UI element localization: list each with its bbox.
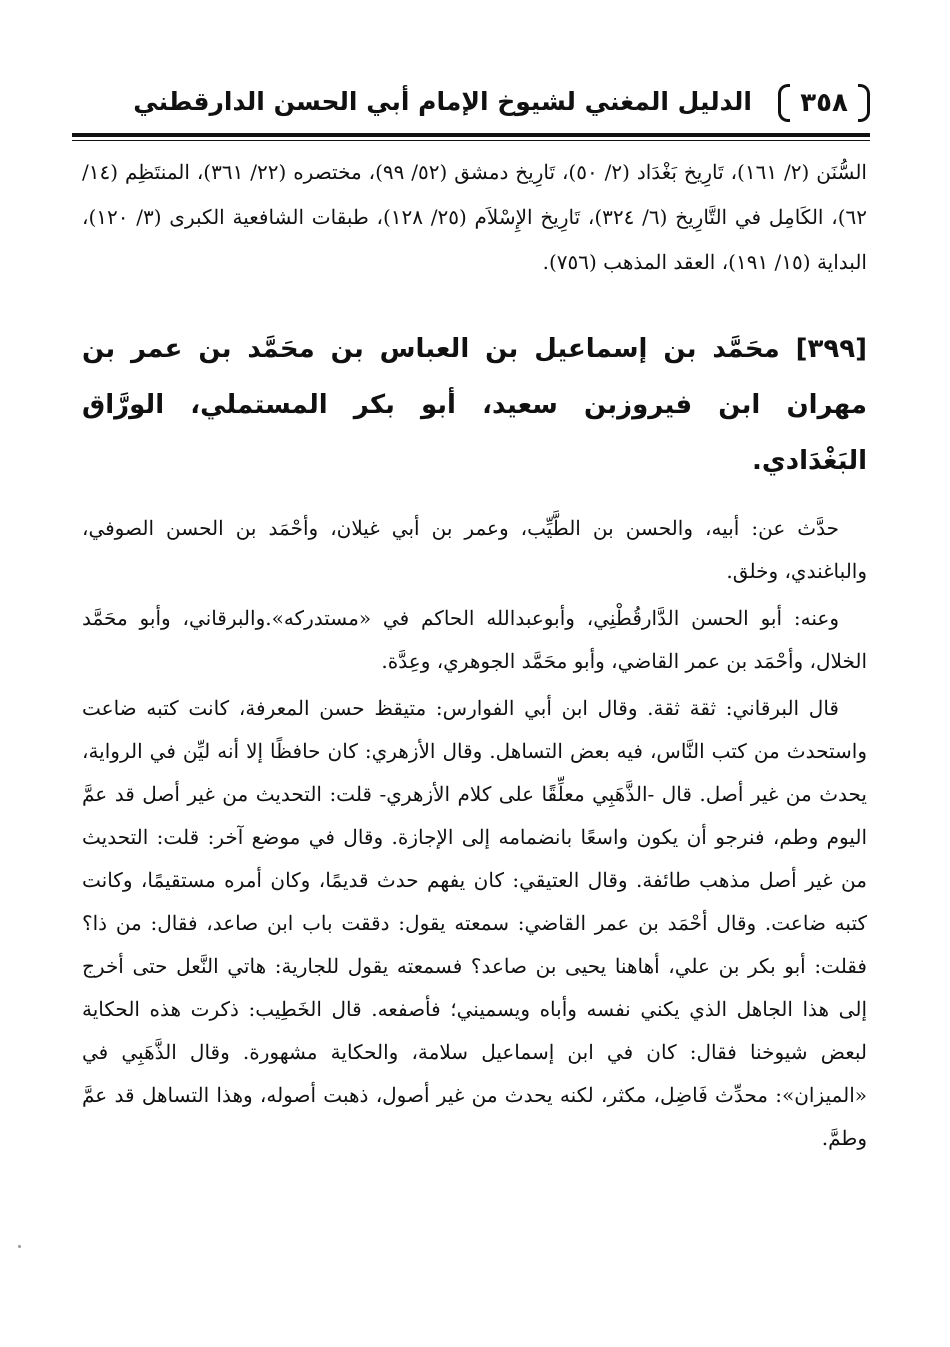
header-rule-thin xyxy=(72,140,870,141)
page-number-frame xyxy=(778,84,870,122)
running-title: الدليل المغني لشيوخ الإمام أبي الحسن الدارقطني xyxy=(133,87,752,116)
header-rule xyxy=(72,133,870,137)
page-number-bracket-left xyxy=(778,84,790,122)
entry-heading xyxy=(82,321,867,489)
references-paragraph: السُّنَن (٢/ ١٦١)، تَارِيخ بَغْدَاد (٢/ ٥٠)، تَارِيخ دمشق (٥٢/ ٩٩)، مختصره (٢٢/ ٣٦١)، المنتَظِم (١٤/ ٦٢)، الكَامِل في التَّارِيخ (٦/ ٣٢٤)، تَارِيخ الإِسْلاَم (٢٥/ ١٢٨)، طبقات الشافعية الكبرى (٣/ ١٢٠)، البداية (١٥/ ١٩١)، العقد المذهب (٧٥٦). xyxy=(82,160,867,274)
entry-heading-text: محَمَّد بن إسماعيل بن العباس بن محَمَّد بن عمر بن مهران ابن فيروزبن سعيد، أبو بكر المستملي، الورَّاق البَغْدَادي. xyxy=(82,334,867,476)
evaluation-paragraph: قال البرقاني: ثقة ثقة. وقال ابن أبي الفوارس: متيقظ حسن المعرفة، كانت كتبه ضاعت واستحدث من كتب النَّاس، فيه بعض التساهل. وقال الأزهري: كان حافظًا إلا أنه ليِّن في الرواية، يحدث من غير أصل. قال -الذَّهَبِي معلِّقًا على كلام الأزهري- قلت: التحديث من غير أصل قد عمَّ اليوم وطم، فنرجو أن يكون واسعًا بانضمامه إلى الإجازة. وقال في موضع آخر: قلت: التحديث من غير أصل مذهب طائفة. وقال العتيقي: كان يفهم حدث قديمًا، وكان أمره مستقيمًا، وكانت كتبه ضاعت. وقال أحْمَد بن عمر القاضي: سمعته يقول: دققت باب ابن صاعد، فقال: من ذا؟ فقلت: أبو بكر بن علي، أهاهنا يحيى بن صاعد؟ فسمعته يقول للجارية: هاتي النَّعل حتى أخرج إلى هذا الجاهل الذي يكني نفسه وأباه ويسميني؛ فأصفعه. قال الخَطِيب: ذكرت هذه الحكاية لبعض شيوخنا فقال: كان في ابن إسماعيل سلامة، والحكاية مشهورة. وقال الذَّهَبِي في «الميزان»: محدِّث فَاضِل، مكثر، لكنه يحدث من غير أصول، ذهبت أصوله، وهذا التساهل قد عمَّ وطمَّ. xyxy=(82,696,867,1150)
entry-number: [٣٩٩] xyxy=(795,334,867,364)
page-number: ٣٥٨ xyxy=(800,88,848,118)
page-number-bracket-right xyxy=(858,84,870,122)
page-body xyxy=(82,150,867,1164)
page-header xyxy=(72,82,870,132)
students-paragraph: وعنه: أبو الحسن الدَّارقُطْنِي، وأبوعبدالله الحاكم في «مستدركه».والبرقاني، وأبو محَمَّد الخلال، وأحْمَد بن عمر القاضي، وأبو محَمَّد الجوهري، وعِدَّة. xyxy=(82,606,867,673)
scan-speck xyxy=(18,1245,21,1248)
teachers-paragraph: حدَّث عن: أبيه، والحسن بن الطَّيِّب، وعمر بن أبي غيلان، وأحْمَد بن الحسن الصوفي، والباغندي، وخلق. xyxy=(82,516,867,583)
